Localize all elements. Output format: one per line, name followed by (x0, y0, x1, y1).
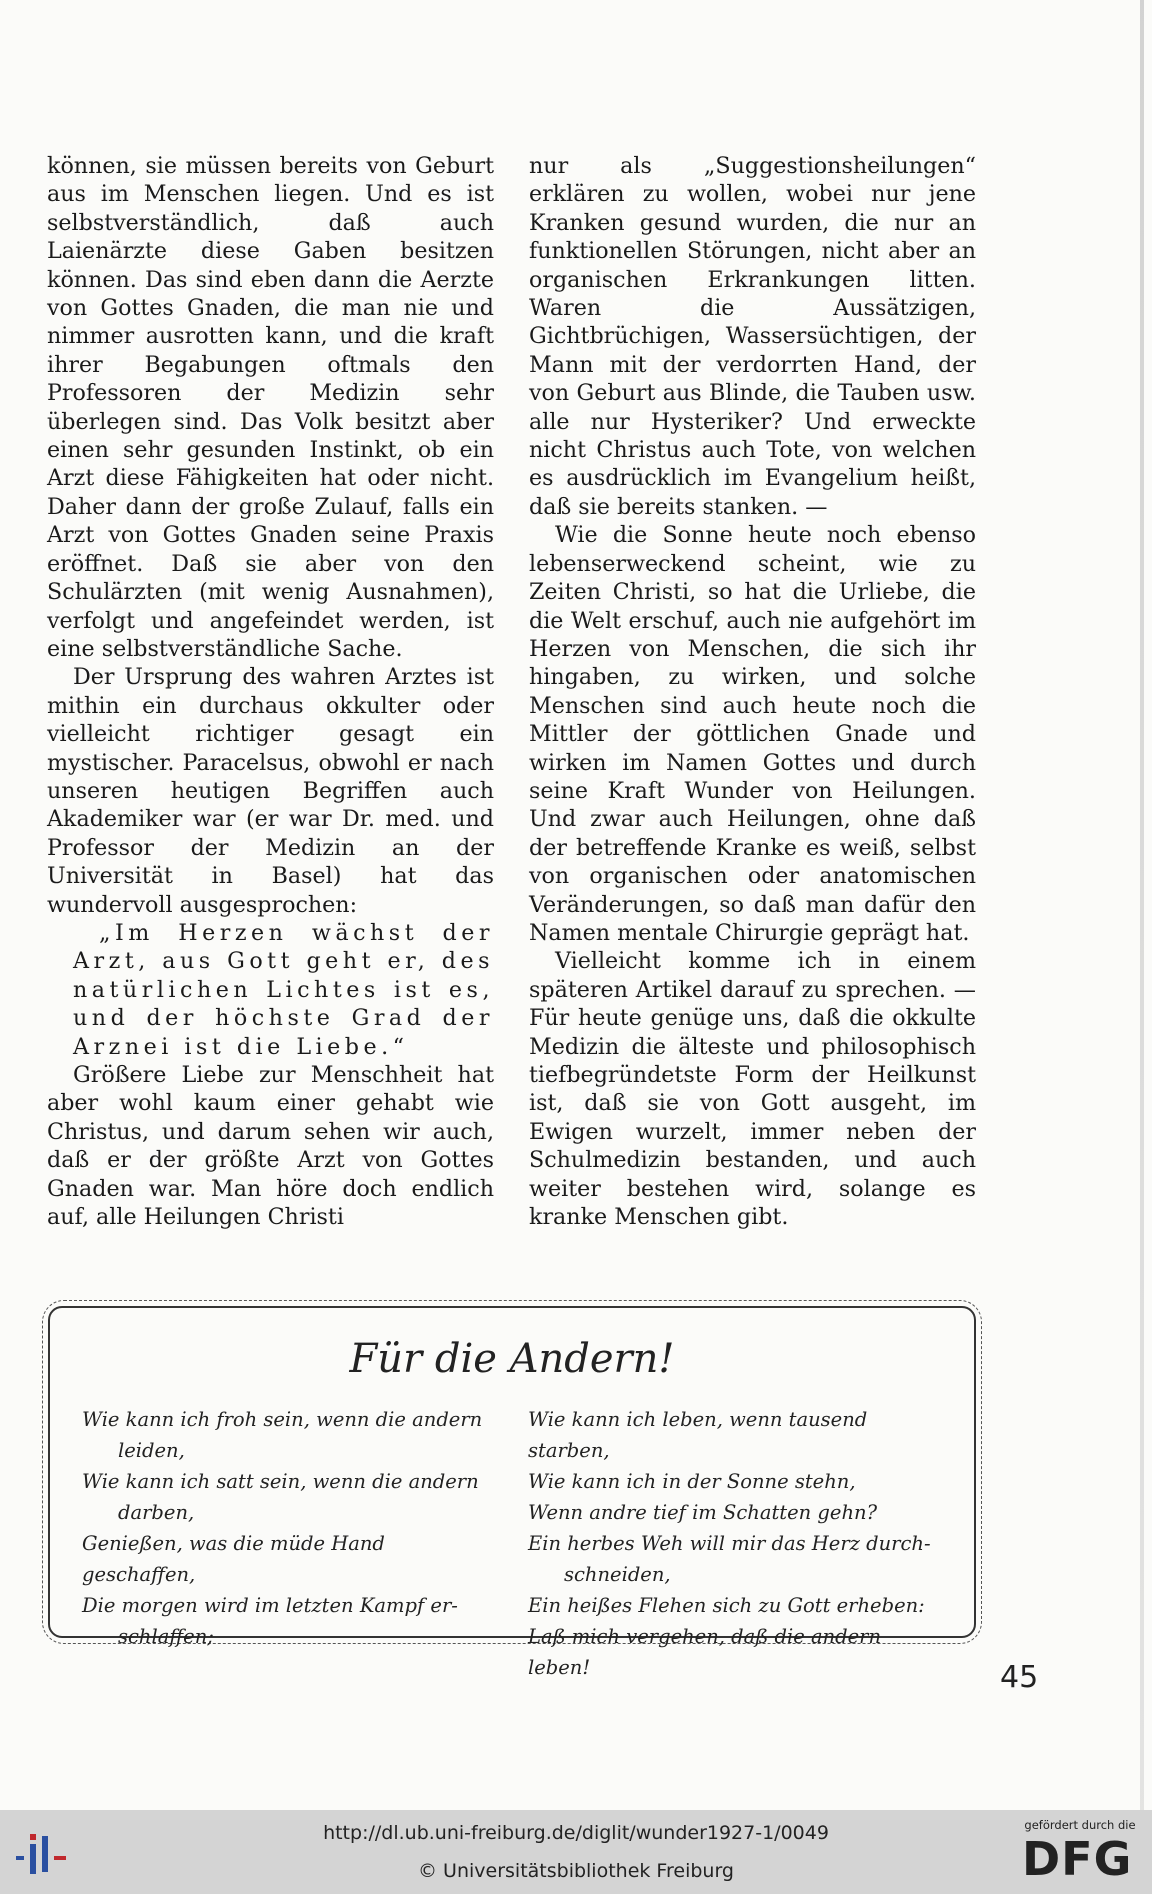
poem-line: Ein herbes Weh will mir das Herz durch- (528, 1532, 931, 1555)
poem-title: Für die Andern! (349, 1336, 675, 1382)
paragraph: nur als „Suggestionsheilungen“ erklären zu wollen, wobei nur jene Kranken gesund wurden, die nur an funktionellen Störungen, nicht aber an organischen Erkrankungen litten. Waren die Aussätzigen, Gichtbrüchigen, Wassersüchtigen, der Mann mit der verdorrten Hand, der von Geburt aus Blinde, die Tauben usw. alle nur Hysteriker? Und erweckte nicht Christus auch Tote, von welchen es ausdrücklich im Evangelium heißt, daß sie bereits stanken. — (529, 153, 976, 520)
dfg-label: gefördert durch die (1024, 1818, 1136, 1832)
paragraph: Der Ursprung des wahren Arztes ist mithin ein durchaus okkulter oder vielleicht richtiger gesagt ein mystischer. Paracelsus, obwohl er nach unseren heutigen Begriffen auch Akademiker war (er war Dr. med. und Professor der Medizin an der Universität in Basel) hat das wundervoll ausgesprochen: (47, 664, 494, 918)
poem-stanza-right (528, 1404, 938, 1683)
poem-line: schneiden, (564, 1563, 671, 1586)
footer-bar (0, 1810, 1152, 1894)
footer-url-link[interactable]: http://dl.ub.uni-freiburg.de/diglit/wunder1927-1/0049 (323, 1822, 829, 1844)
page-number: 45 (1000, 1660, 1039, 1695)
text-column-left (47, 152, 494, 1231)
paragraph: Größere Liebe zur Menschheit hat aber wohl kaum einer gehabt wie Christus, und darum sehen wir auch, daß er der größte Arzt von Gottes Gnaden war. Man höre doch endlich auf, alle Heilungen Christi (47, 1062, 494, 1231)
poem-line: Genießen, was die müde Hand geschaffen, (82, 1532, 385, 1586)
poem-line: Wenn andre tief im Schatten gehn? (528, 1501, 878, 1524)
poem-line: darben, (118, 1501, 195, 1524)
paragraph: Wie die Sonne heute noch ebenso lebenserweckend scheint, wie zu Zeiten Christi, so hat die Urliebe, die die Welt erschuf, auch nie aufgehört im Herzen von Menschen, die sich ihr hingaben, zu wirken, und solche Menschen sind auch heute noch die Mittler der göttlichen Gnade und wirken im Namen Gottes und durch seine Kraft Wunder von Heilungen. Und zwar auch Heilungen, ohne daß der betreffende Kranke es weiß, selbst von organischen oder anatomischen Veränderungen, so daß man dafür den Namen mentale Chirurgie geprägt hat. (529, 522, 976, 946)
poem-line: Wie kann ich leben, wenn tausend starben, (528, 1408, 868, 1462)
poem-line: schlaffen; (118, 1625, 214, 1648)
footer-copyright: © Universitätsbibliothek Freiburg (418, 1860, 734, 1882)
paragraph: „Im Herzen wächst der Arzt, aus Gott geht er, des natürlichen Lichtes ist es, und der höchste Grad der Arznei ist die Liebe.“ (73, 919, 494, 1060)
poem-frame (48, 1306, 976, 1679)
poem-stanza-left (82, 1404, 492, 1652)
poem-line: Wie kann ich froh sein, wenn die andern (82, 1408, 483, 1431)
poem-line: Die morgen wird im letzten Kampf er- (82, 1594, 458, 1617)
paragraph: Vielleicht komme ich in einem späteren Artikel darauf zu sprechen. — Für heute genüge uns, daß die okkulte Medizin die älteste und philosophisch tiefbegründetste Form der Heilkunst ist, daß sie von Gott ausgeht, im Ewigen wurzelt, immer neben der Schulmedizin bestanden, und auch weiter bestehen wird, solange es kranke Menschen gibt. (529, 948, 976, 1231)
poem-line: Ein heißes Flehen sich zu Gott erheben: (528, 1594, 925, 1617)
page-edge-shadow (1140, 0, 1144, 1810)
dfg-logo (1010, 1818, 1150, 1892)
paragraph: können, sie müssen bereits von Geburt aus im Menschen liegen. Und es ist selbstverständlich, daß auch Laienärzte diese Gaben besitzen können. Das sind eben dann die Aerzte von Gottes Gnaden, die man nie und nimmer ausrotten kann, und die kraft ihrer Begabungen oftmals den Professoren der Medizin sehr überlegen sind. Das Volk besitzt aber einen sehr gesunden Instinkt, ob ein Arzt diese Fähigkeiten hat oder nicht. Daher dann der große Zulauf, falls ein Arzt von Gottes Gnaden seine Praxis eröffnet. Daß sie aber von den Schulärzten (mit wenig Ausnahmen), verfolgt und angefeindet werden, ist eine selbstverständliche Sache. (47, 153, 494, 662)
poem-line: Wie kann ich in der Sonne stehn, (528, 1470, 856, 1493)
poem-line: Laß mich vergehen, daß die andern leben! (528, 1625, 882, 1679)
poem-line: leiden, (118, 1439, 185, 1462)
text-column-right (529, 152, 976, 1231)
poem-line: Wie kann ich satt sein, wenn die andern (82, 1470, 479, 1493)
dfg-wordmark: DFG (1022, 1832, 1133, 1886)
